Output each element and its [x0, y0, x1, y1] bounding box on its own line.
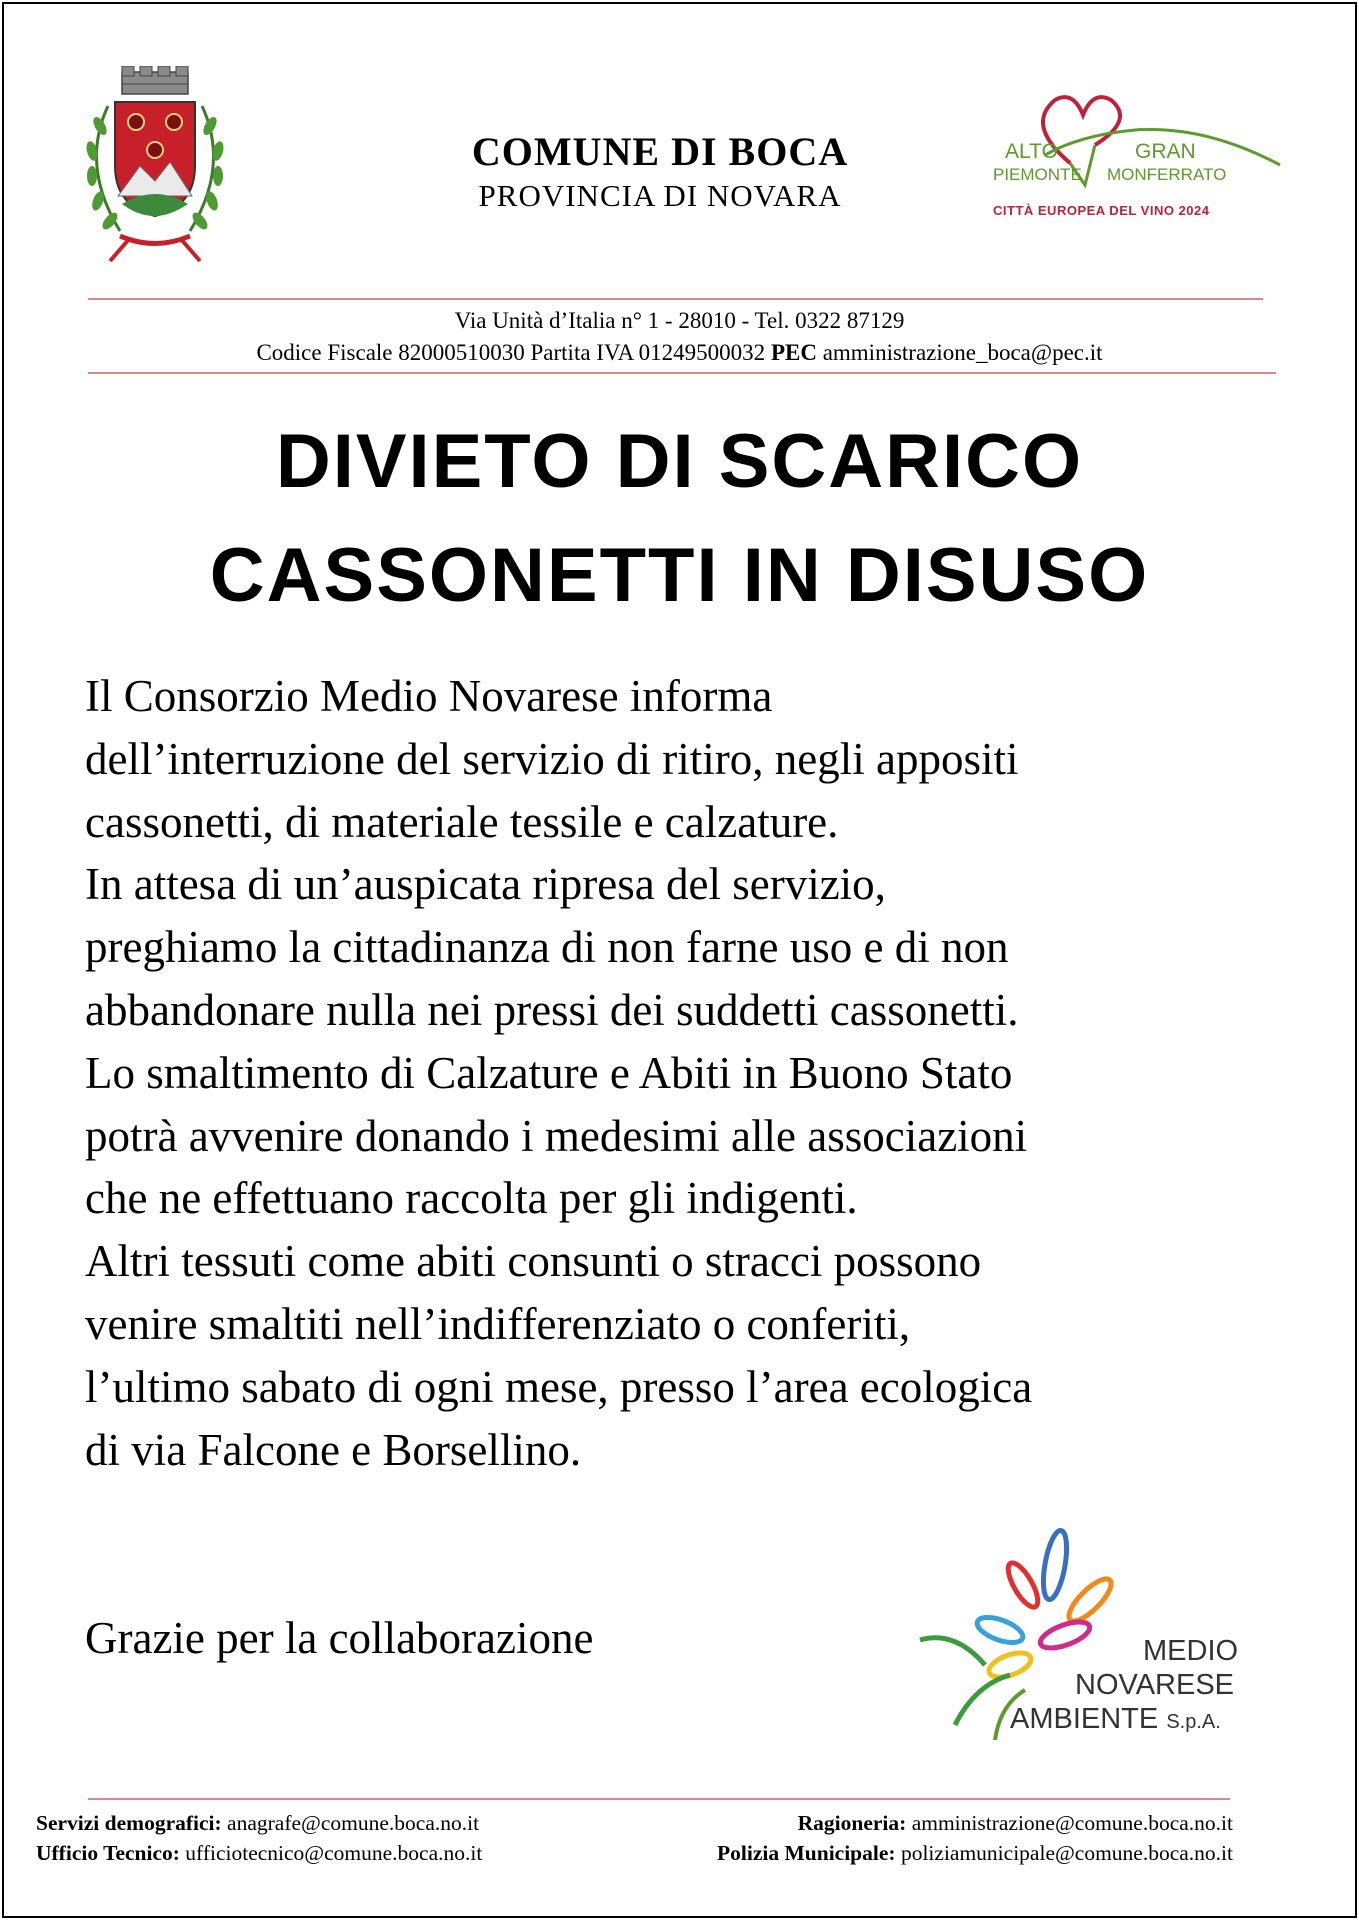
header-rule-bottom	[88, 372, 1276, 374]
municipal-crest-logo	[70, 66, 240, 266]
footer-email: ufficiotecnico@comune.boca.no.it	[179, 1841, 483, 1865]
logo-text-monferrato: MONFERRATO	[1107, 165, 1227, 184]
footer-email: anagrafe@comune.boca.no.it	[221, 1811, 480, 1835]
footer-email: amministrazione@comune.boca.no.it	[906, 1811, 1233, 1835]
city-of-wine-logo	[985, 85, 1285, 225]
footer-polizia-municipale	[717, 1838, 1233, 1868]
address-line: Via Unità d’Italia n° 1 - 28010 - Tel. 0322 87129	[454, 308, 905, 333]
pec-email: amministrazione_boca@pec.it	[816, 340, 1103, 365]
footer-email: poliziamunicipale@comune.boca.no.it	[895, 1841, 1233, 1865]
thanks-text: Grazie per la collaborazione	[85, 1613, 594, 1663]
body-line: Il Consorzio Medio Novarese informa	[85, 671, 773, 721]
body-line: cassonetti, di materiale tessile e calzature.	[85, 796, 839, 847]
logo-text-alto: ALTO	[1005, 140, 1058, 163]
mna-spa: S.p.A.	[1166, 1711, 1221, 1733]
footer-right	[717, 1808, 1233, 1868]
footer-label: Polizia Municipale:	[717, 1841, 896, 1865]
footer-ragioneria	[717, 1808, 1233, 1838]
mna-text-ambiente	[1010, 1705, 1221, 1734]
body-line: In attesa di un’auspicata ripresa del servizio,	[85, 859, 886, 910]
body-line: preghiamo la cittadinanza di non farne uso e di non	[85, 922, 1009, 973]
body-line: Lo smaltimento di Calzature e Abiti in Buono Stato	[85, 1047, 1013, 1098]
body-line: venire smaltiti nell’indifferenziato o conferiti,	[85, 1298, 911, 1349]
footer-demografici	[36, 1808, 482, 1838]
pec-label: PEC	[770, 340, 817, 365]
logo-text-citta-vino: CITTÀ EUROPEA DEL VINO 2024	[993, 203, 1210, 218]
body-line: di via Falcone e Borsellino.	[85, 1424, 582, 1475]
footer-label: Servizi demografici:	[36, 1811, 222, 1835]
fiscal-codes: Codice Fiscale 82000510030 Partita IVA 01249500032	[256, 340, 771, 365]
footer-rule	[88, 1798, 1230, 1800]
headline-line-1: DIVIETO DI SCARICO	[275, 419, 1084, 504]
headline-line-2: CASSONETTI IN DISUSO	[209, 533, 1150, 618]
body-line: abbandonare nulla nei pressi dei suddetti cassonetti.	[85, 984, 1019, 1035]
body-line: che ne effettuano raccolta per gli indigenti.	[85, 1173, 858, 1224]
footer-ufficio-tecnico	[36, 1838, 482, 1868]
logo-text-piemonte: PIEMONTE	[993, 165, 1082, 184]
notice-body	[85, 665, 1285, 1481]
body-line: potrà avvenire donando i medesimi alle associazioni	[85, 1110, 1028, 1161]
mna-ambiente-word: AMBIENTE	[1010, 1703, 1159, 1735]
footer-left	[36, 1808, 482, 1868]
body-line: dell’interruzione del servizio di ritiro, negli appositi	[85, 733, 1019, 784]
body-line: l’ultimo sabato di ogni mese, presso l’area ecologica	[85, 1361, 1033, 1412]
medio-novarese-ambiente-logo	[915, 1525, 1255, 1740]
fiscal-line	[0, 340, 1359, 366]
logo-text-gran: GRAN	[1135, 140, 1196, 163]
mna-text-medio: MEDIO	[1143, 1635, 1239, 1667]
footer-label: Ufficio Tecnico:	[36, 1841, 180, 1865]
body-line: Altri tessuti come abiti consunti o stracci possono	[85, 1236, 982, 1287]
province-subtitle: PROVINCIA DI NOVARA	[478, 178, 842, 213]
municipality-title: COMUNE DI BOCA	[471, 129, 849, 174]
mna-text-novarese: NOVARESE	[1075, 1669, 1235, 1701]
header-rule-top	[88, 298, 1263, 300]
footer-label: Ragioneria:	[797, 1811, 907, 1835]
